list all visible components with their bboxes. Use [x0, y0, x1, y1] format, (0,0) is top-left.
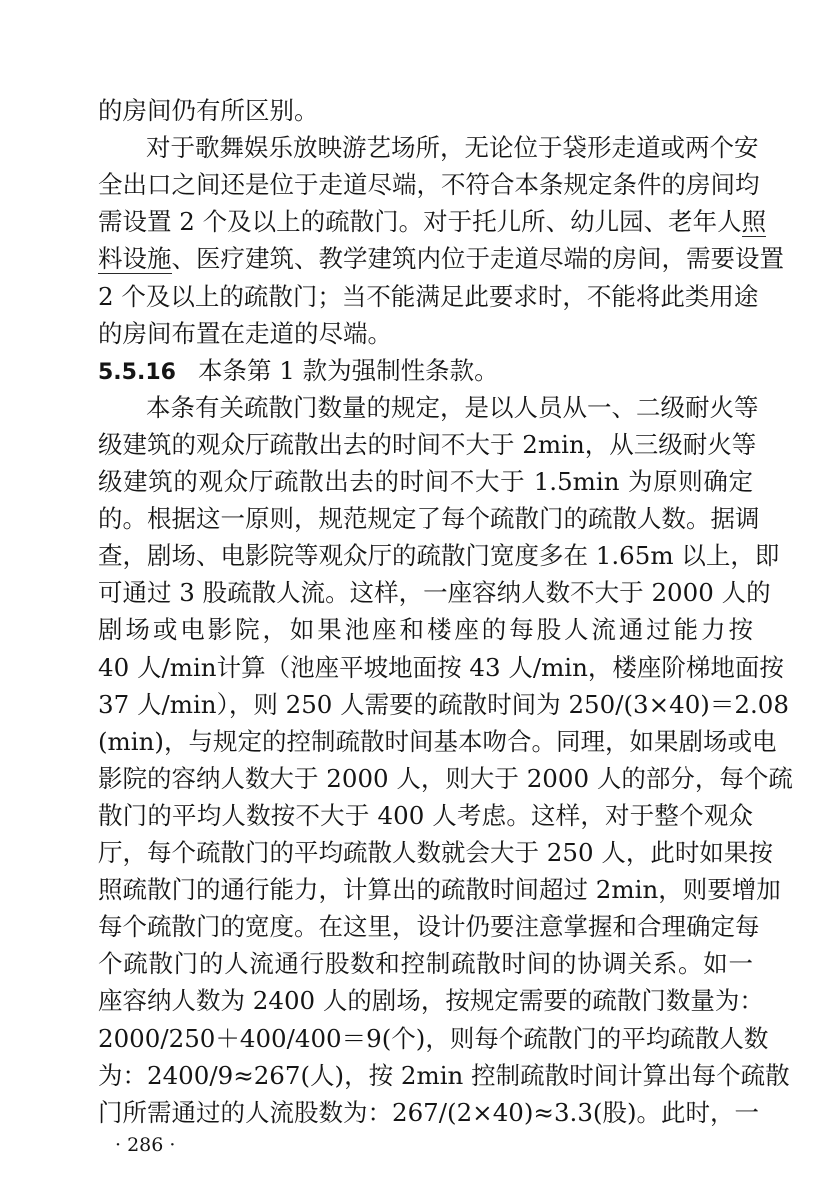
- section-text: 本条第 1 款为强制性条款。: [197, 355, 499, 385]
- text-line: 的房间仍有所区别。: [98, 96, 319, 125]
- text-line: 为：2400/9≈267(人)，按 2min 控制疏散时间计算出每个疏散: [98, 1060, 790, 1090]
- paragraph-first-line: 对于歌舞娱乐放映游艺场所，无论位于袋形走道或两个安: [146, 133, 759, 163]
- text-line: 个疏散门的人流通行股数和控制疏散时间的协调关系。如一: [98, 949, 753, 979]
- text-line: 可通过 3 股疏散人流。这样，一座容纳人数不大于 2000 人的: [98, 578, 771, 608]
- text-line: 的。根据这一原则，规范规定了每个疏散门的疏散人数。据调: [98, 504, 760, 534]
- text-line: [98, 203, 767, 241]
- text-line: 全出口之间还是位于走道尽端，不符合本条规定条件的房间均: [98, 170, 760, 200]
- underlined-text: 料设施: [98, 244, 172, 274]
- page-number: · 286 ·: [115, 1134, 176, 1156]
- text-line: [98, 240, 784, 278]
- text-line: 厅，每个疏散门的平均疏散人数就会大于 250 人，此时如果按: [98, 838, 773, 867]
- text-line: 级建筑的观众厅疏散出去的时间不大于 1.5min 为原则确定: [98, 467, 753, 496]
- text-line: 的房间布置在走道的尽端。: [98, 318, 392, 348]
- text-line: 座容纳人数为 2400 人的剧场，按规定需要的疏散门数量为：: [98, 986, 764, 1016]
- text-line: 查，剧场、电影院等观众厅的疏散门宽度多在 1.65m 以上，即: [98, 541, 780, 571]
- text-line: 2 个及以上的疏散门；当不能满足此要求时，不能将此类用途: [98, 281, 759, 311]
- text-line: 每个疏散门的宽度。在这里，设计仍要注意掌握和合理确定每: [98, 912, 760, 942]
- text-line: 门所需通过的人流股数为：267/(2×40)≈3.3(股)。此时，一: [98, 1097, 760, 1127]
- text-line: 级建筑的观众厅疏散出去的时间不大于 2min，从三级耐火等: [98, 429, 757, 459]
- text-line: 2000/250＋400/400＝9(个)，则每个疏散门的平均疏散人数: [98, 1023, 769, 1053]
- paragraph-first-line: 本条有关疏散门数量的规定，是以人员从一、二级耐火等: [146, 392, 759, 422]
- section-number: 5.5.16: [98, 359, 176, 385]
- text-line: 37 人/min），则 250 人需要的疏散时间为 250/(3×40)＝2.08: [98, 689, 789, 719]
- section-heading: [98, 352, 753, 390]
- text-line: 影院的容纳人数大于 2000 人，则大于 2000 人的部分，每个疏: [98, 763, 793, 793]
- text-line: 照疏散门的通行能力，计算出的疏散时间超过 2min，则要增加: [98, 875, 781, 905]
- underlined-text: 照: [741, 207, 767, 237]
- text-fragment: 、医疗建筑、教学建筑内位于走道尽端的房间，需要设置: [171, 244, 784, 274]
- text-line: 40 人/min计算（池座平坡地面按 43 人/min，楼座阶梯地面按: [98, 652, 784, 682]
- text-line: 散门的平均人数按不大于 400 人考虑。这样，对于整个观众: [98, 800, 753, 830]
- text-fragment: 需设置 2 个及以上的疏散门。对于托儿所、幼儿园、老年人: [98, 207, 742, 237]
- text-line: 剧场或电影院，如果池座和楼座的每股人流通过能力按: [98, 615, 753, 645]
- text-line: (min)，与规定的控制疏散时间基本吻合。同理，如果剧场或电: [98, 726, 777, 756]
